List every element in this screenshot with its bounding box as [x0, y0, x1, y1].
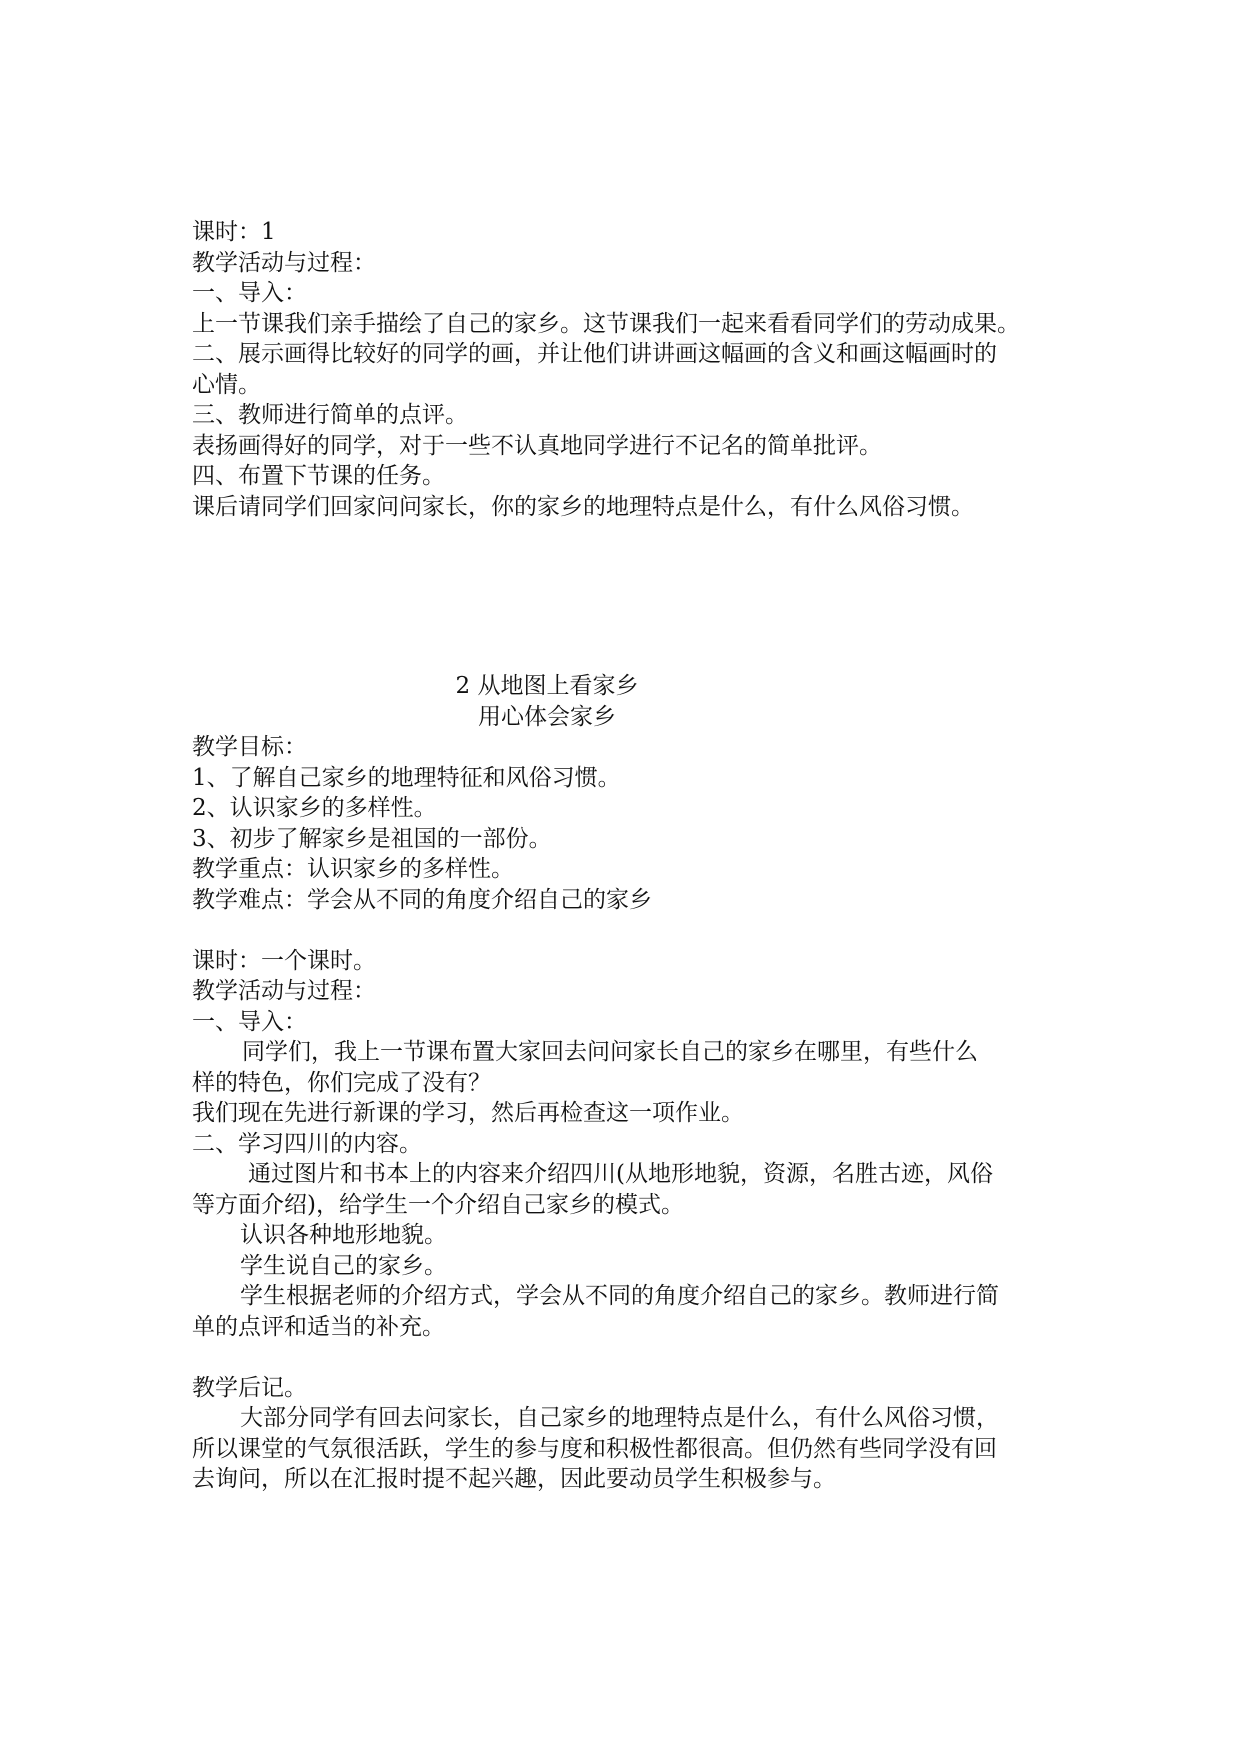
lesson-subtitle: 用心体会家乡 — [478, 703, 616, 730]
objective-item: 2、认识家乡的多样性。 — [192, 795, 437, 821]
key-point: 教学重点：认识家乡的多样性。 — [192, 856, 514, 882]
intro-heading: 一、导入： — [192, 280, 307, 306]
step-three-text: 表扬画得好的同学，对于一些不认真地同学进行不记名的简单批评。 — [192, 432, 882, 459]
study-text: 学生说自己的家乡。 — [240, 1252, 447, 1279]
lesson-two — [192, 671, 1072, 1495]
intro-text: 同学们，我上一节课布置大家回去问问家长自己的家乡在哪里，有些什么 — [242, 1039, 978, 1065]
difficulty: 教学难点：学会从不同的角度介绍自己的家乡 — [192, 886, 652, 913]
step-four-text: 课后请同学们回家问问家长，你的家乡的地理特点是什么，有什么风俗习惯。 — [192, 493, 974, 520]
step-two-text-cont: 心情。 — [192, 371, 261, 398]
objective-item: 3、初步了解家乡是祖国的一部份。 — [192, 825, 552, 852]
process-heading: 教学活动与过程： — [192, 978, 376, 1004]
lesson-title: 2 从地图上看家乡 — [455, 673, 639, 699]
step-three-heading: 三、教师进行简单的点评。 — [192, 402, 468, 428]
study-text-cont: 单的点评和适当的补充。 — [192, 1313, 445, 1340]
postscript-text-cont: 所以课堂的气氛很活跃，学生的参与度和积极性都很高。但仍然有些同学没有回 — [192, 1435, 997, 1462]
study-text: 认识各种地形地貌。 — [240, 1222, 447, 1248]
spacer — [192, 915, 1072, 946]
step-four-heading: 四、布置下节课的任务。 — [192, 463, 445, 489]
process-heading: 教学活动与过程： — [192, 249, 376, 276]
objectives-label: 教学目标： — [192, 734, 307, 760]
spacer — [192, 1342, 1072, 1373]
study-text: 学生根据老师的介绍方式，学会从不同的角度介绍自己的家乡。教师进行简 — [240, 1283, 999, 1309]
intro-text-cont: 样的特色，你们完成了没有？ — [192, 1069, 491, 1096]
intro-text-note: 我们现在先进行新课的学习，然后再检查这一项作业。 — [192, 1100, 744, 1126]
postscript-heading: 教学后记。 — [192, 1374, 307, 1401]
study-text-cont: 等方面介绍)，给学生一个介绍自己家乡的模式。 — [192, 1191, 684, 1218]
objective-item: 1、了解自己家乡的地理特征和风俗习惯。 — [192, 764, 621, 791]
study-heading: 二、学习四川的内容。 — [192, 1130, 422, 1157]
intro-heading: 一、导入： — [192, 1008, 307, 1035]
lesson-continuation — [192, 217, 1072, 522]
intro-text: 上一节课我们亲手描绘了自己的家乡。这节课我们一起来看看同学们的劳动成果。 — [192, 310, 1020, 337]
step-two-text: 二、展示画得比较好的同学的画，并让他们讲讲画这幅画的含义和画这幅画时的 — [192, 341, 997, 367]
postscript-text: 大部分同学有回去问家长，自己家乡的地理特点是什么，有什么风俗习惯， — [240, 1405, 999, 1431]
postscript-text-cont: 去询问，所以在汇报时提不起兴趣，因此要动员学生积极参与。 — [192, 1466, 836, 1492]
period-line: 课时：一个课时。 — [192, 947, 376, 974]
period-line: 课时：1 — [192, 219, 276, 245]
study-text: 通过图片和书本上的内容来介绍四川(从地形地貌，资源，名胜古迹，风俗 — [248, 1161, 993, 1187]
